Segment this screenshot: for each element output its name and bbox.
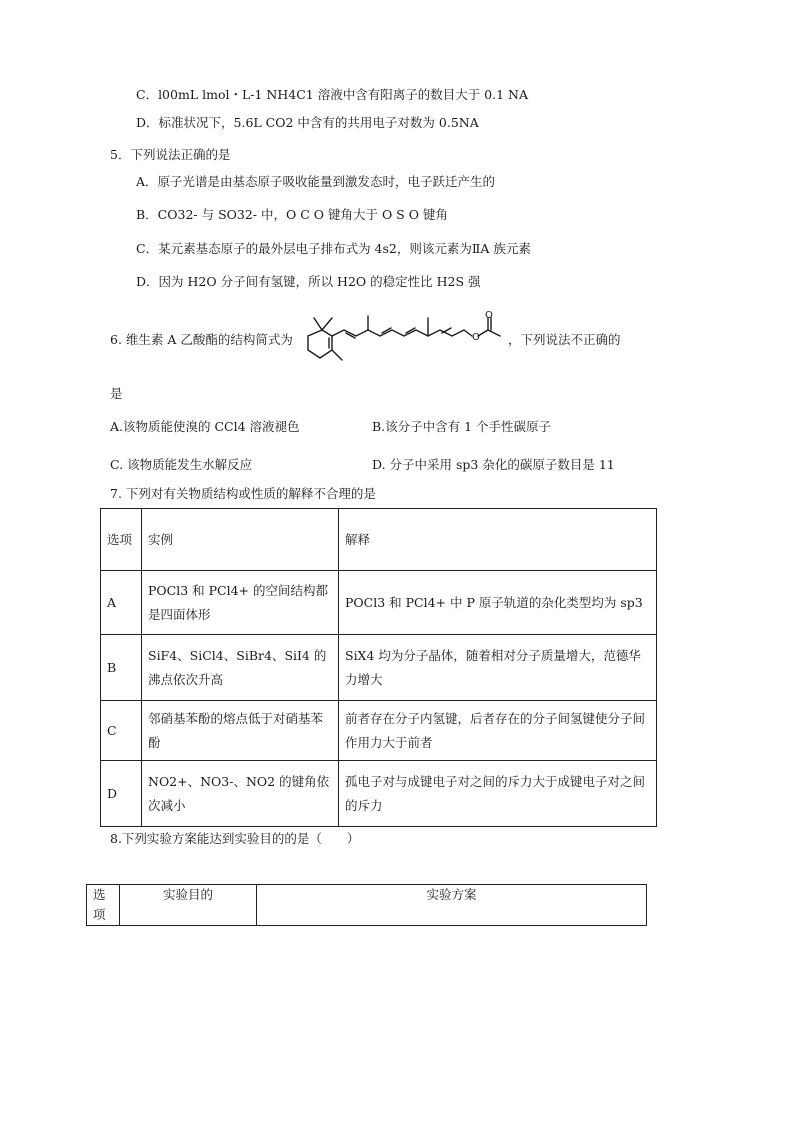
- q6-option-d: D. 分子中采用 sp3 杂化的碳原子数目是 11: [372, 457, 615, 472]
- q7-row-explanation: 前者存在分子内氢键，后者存在的分子间氢键使分子间作用力大于前者: [339, 701, 657, 761]
- table-row: [101, 761, 657, 827]
- q5-option-b: B．CO32- 与 SO32- 中，O C O 键角大于 O S O 键角: [136, 207, 448, 222]
- q6-option-c: C. 该物质能发生水解反应: [110, 457, 253, 472]
- q5-option-c: C．某元素基态原子的最外层电子排布式为 4s2，则该元素为ⅡA 族元素: [136, 241, 531, 256]
- q8-header-option: 选项: [87, 885, 120, 926]
- q6-option-a: A.该物质能使溴的 CCl4 溶液褪色: [110, 419, 300, 434]
- q7-row-explanation: POCl3 和 PCl4+ 中 P 原子轨道的杂化类型均为 sp3: [339, 571, 657, 635]
- q7-row-explanation: 孤电子对与成键电子对之间的斥力大于成键电子对之间的斥力: [339, 761, 657, 827]
- q7-row-example: 邻硝基苯酚的熔点低于对硝基苯酚: [142, 701, 339, 761]
- q7-row-explanation: SiX4 均为分子晶体，随着相对分子质量增大，范德华力增大: [339, 635, 657, 701]
- q7-stem: 7. 下列对有关物质结构或性质的解释不合理的是: [110, 486, 376, 501]
- q7-table: [100, 508, 657, 827]
- q7-row-example: NO2+、NO3-、NO2 的键角依次减小: [142, 761, 339, 827]
- q8-header-purpose: 实验目的: [120, 885, 257, 926]
- q6-option-b: B.该分子中含有 1 个手性碳原子: [372, 419, 552, 434]
- q5-option-a: A．原子光谱是由基态原子吸收能量到激发态时，电子跃迁产生的: [136, 174, 496, 189]
- q8-header-row: [87, 885, 647, 926]
- table-row: [101, 701, 657, 761]
- q8-stem: 8.下列实验方案能达到实验目的的是（ ）: [110, 831, 360, 846]
- q7-row-example: POCl3 和 PCl4+ 的空间结构都是四面体形: [142, 571, 339, 635]
- q8-header-procedure: 实验方案: [257, 885, 647, 926]
- q6-stem-after: ，下列说法不正确的: [508, 332, 621, 347]
- q7-row-option: D: [101, 761, 142, 827]
- q8-table: [86, 884, 647, 926]
- q7-row-option: C: [101, 701, 142, 761]
- q7-header-explanation: 解释: [339, 509, 657, 571]
- q7-row-example: SiF4、SiCl4、SiBr4、SiI4 的沸点依次升高: [142, 635, 339, 701]
- q6-stem-cont: 是: [110, 386, 123, 401]
- q5-stem: 5．下列说法正确的是: [110, 147, 231, 162]
- table-row: [101, 571, 657, 635]
- svg-text:O: O: [472, 332, 480, 343]
- q6-stem-before: 6. 维生素 A 乙酸酯的结构简式为: [110, 332, 293, 347]
- svg-text:O: O: [485, 310, 493, 321]
- q5-option-d: D．因为 H2O 分子间有氢键，所以 H2O 的稳定性比 H2S 强: [136, 274, 481, 289]
- q4-option-c: C．l00mL lmol・L-1 NH4C1 溶液中含有阳离子的数目大于 0.1 NA: [136, 87, 528, 102]
- vitamin-a-acetate-structure: [298, 310, 508, 372]
- table-row: [101, 635, 657, 701]
- q7-row-option: B: [101, 635, 142, 701]
- q7-header-example: 实例: [142, 509, 339, 571]
- q7-header-row: [101, 509, 657, 571]
- q4-option-d: D．标准状况下，5.6L CO2 中含有的共用电子对数为 0.5NA: [136, 115, 479, 130]
- q7-row-option: A: [101, 571, 142, 635]
- q7-header-option: 选项: [101, 509, 142, 571]
